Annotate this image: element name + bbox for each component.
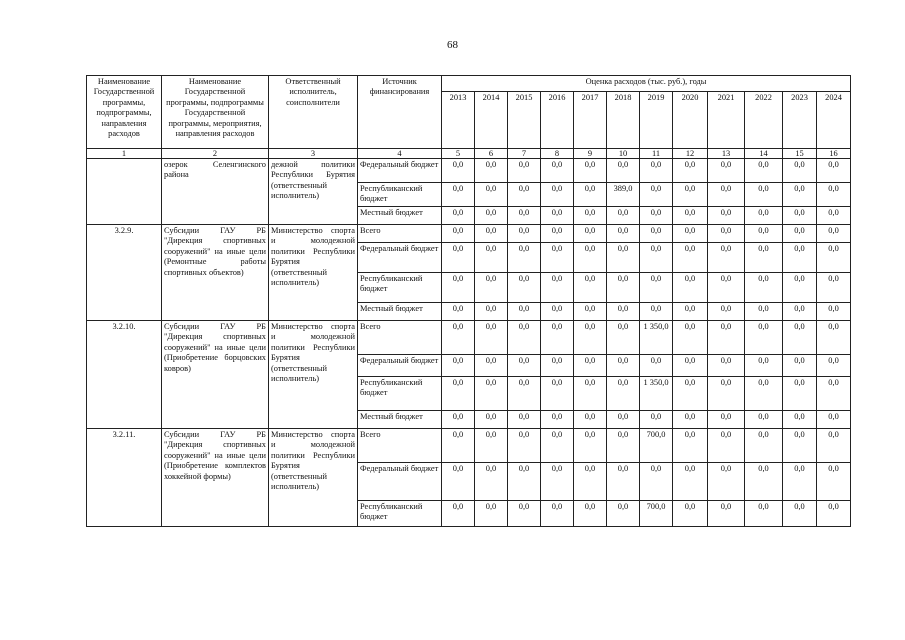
expense-value: 0,0	[673, 183, 708, 207]
expense-value: 0,0	[607, 273, 640, 303]
expense-value: 0,0	[708, 411, 745, 429]
expense-value: 0,0	[475, 207, 508, 225]
column-number: 1	[87, 149, 162, 159]
expense-value: 0,0	[783, 321, 817, 355]
expense-value: 0,0	[673, 303, 708, 321]
expense-value: 0,0	[508, 355, 541, 377]
header-year: 2016	[541, 92, 574, 149]
expense-value: 0,0	[673, 501, 708, 527]
expense-value: 0,0	[708, 463, 745, 501]
expense-value: 0,0	[508, 225, 541, 243]
header-year: 2021	[708, 92, 745, 149]
expense-value: 0,0	[745, 411, 783, 429]
expense-value: 0,0	[508, 321, 541, 355]
expense-value: 0,0	[541, 207, 574, 225]
expense-value: 0,0	[541, 273, 574, 303]
funding-source: Республиканский бюджет	[358, 377, 442, 411]
expense-value: 0,0	[673, 159, 708, 183]
expense-value: 0,0	[708, 501, 745, 527]
expense-value: 0,0	[508, 207, 541, 225]
funding-source: Республиканский бюджет	[358, 501, 442, 527]
expense-value: 0,0	[508, 429, 541, 463]
expense-value: 0,0	[673, 321, 708, 355]
expense-value: 0,0	[442, 463, 475, 501]
expense-value: 0,0	[541, 501, 574, 527]
expense-value: 0,0	[442, 321, 475, 355]
expense-value: 0,0	[640, 159, 673, 183]
expense-value: 0,0	[508, 303, 541, 321]
expense-value: 0,0	[783, 411, 817, 429]
header-year: 2018	[607, 92, 640, 149]
expense-value: 0,0	[541, 411, 574, 429]
table-row	[87, 321, 851, 355]
table-row	[87, 159, 851, 183]
expense-value: 0,0	[607, 207, 640, 225]
expense-value: 0,0	[574, 463, 607, 501]
expense-value: 0,0	[442, 243, 475, 273]
expense-value: 0,0	[673, 355, 708, 377]
header-executor: Ответственный исполнитель, соисполнители	[269, 76, 358, 149]
expense-value: 0,0	[783, 463, 817, 501]
expense-value: 0,0	[745, 355, 783, 377]
expense-value: 700,0	[640, 429, 673, 463]
expense-value: 0,0	[783, 377, 817, 411]
measure-executor: дежной политики Республики Бурятия (ответственный исполнитель)	[269, 159, 358, 225]
expense-value: 0,0	[475, 243, 508, 273]
expense-value: 0,0	[541, 429, 574, 463]
expense-value: 0,0	[708, 225, 745, 243]
expense-value: 0,0	[640, 411, 673, 429]
header-year: 2014	[475, 92, 508, 149]
expense-value: 0,0	[708, 429, 745, 463]
expense-value: 0,0	[475, 321, 508, 355]
expense-value: 0,0	[745, 225, 783, 243]
column-number: 10	[607, 149, 640, 159]
expense-value: 0,0	[475, 183, 508, 207]
expense-value: 0,0	[574, 303, 607, 321]
header-year: 2019	[640, 92, 673, 149]
expense-value: 0,0	[607, 303, 640, 321]
expense-value: 0,0	[442, 225, 475, 243]
column-number: 15	[783, 149, 817, 159]
header-year: 2024	[817, 92, 851, 149]
expense-value: 0,0	[783, 159, 817, 183]
expense-value: 0,0	[708, 273, 745, 303]
expense-value: 0,0	[817, 273, 851, 303]
expense-value: 0,0	[817, 225, 851, 243]
expense-value: 1 350,0	[640, 377, 673, 411]
column-number: 16	[817, 149, 851, 159]
expense-value: 0,0	[442, 377, 475, 411]
expense-value: 0,0	[745, 321, 783, 355]
measure-name: озерок Селенгинского района	[162, 159, 269, 225]
column-number: 4	[358, 149, 442, 159]
page-number: 68	[447, 39, 458, 51]
expense-value: 0,0	[817, 355, 851, 377]
expense-value: 0,0	[817, 501, 851, 527]
expense-value: 0,0	[508, 159, 541, 183]
expense-value: 0,0	[783, 355, 817, 377]
expense-value: 700,0	[640, 501, 673, 527]
expense-value: 0,0	[673, 377, 708, 411]
expense-value: 0,0	[745, 183, 783, 207]
expense-value: 0,0	[817, 243, 851, 273]
expense-value: 0,0	[508, 411, 541, 429]
expense-value: 0,0	[817, 159, 851, 183]
expense-value: 0,0	[508, 501, 541, 527]
expense-value: 0,0	[817, 183, 851, 207]
expense-value: 0,0	[574, 501, 607, 527]
column-number: 6	[475, 149, 508, 159]
measure-executor: Министерство спорта и молодежной политики Республики Бурятия (ответственный исполнитель)	[269, 321, 358, 429]
expense-value: 0,0	[607, 225, 640, 243]
header-program: Наименование Государственной программы, подпрограммы, направления расходов	[87, 76, 162, 149]
expense-value: 0,0	[817, 321, 851, 355]
expense-value: 0,0	[442, 207, 475, 225]
expense-value: 0,0	[745, 273, 783, 303]
expense-value: 0,0	[783, 207, 817, 225]
expense-value: 0,0	[574, 225, 607, 243]
measure-name: Субсидии ГАУ РБ "Дирекция спортивных сооружений" на иные цели (Приобретение комплектов хоккейной формы)	[162, 429, 269, 527]
expense-value: 0,0	[640, 225, 673, 243]
expense-value: 0,0	[708, 207, 745, 225]
expense-value: 0,0	[574, 377, 607, 411]
expense-value: 0,0	[607, 355, 640, 377]
measure-executor: Министерство спорта и молодежной политики Республики Бурятия (ответственный исполнитель)	[269, 429, 358, 527]
funding-source: Федеральный бюджет	[358, 243, 442, 273]
expense-value: 0,0	[508, 377, 541, 411]
funding-source: Республиканский бюджет	[358, 183, 442, 207]
expense-value: 0,0	[475, 225, 508, 243]
budget-table	[86, 75, 851, 527]
measure-code	[87, 159, 162, 225]
expense-value: 0,0	[640, 243, 673, 273]
header-source: Источник финансирования	[358, 76, 442, 149]
measure-code: 3.2.10.	[87, 321, 162, 429]
header-measure: Наименование Государственной программы, подпрограммы Государственной программы, мероприятия, направления расходов	[162, 76, 269, 149]
expense-value: 0,0	[574, 243, 607, 273]
expense-value: 0,0	[574, 411, 607, 429]
expense-value: 0,0	[475, 429, 508, 463]
expense-value: 0,0	[783, 273, 817, 303]
expense-value: 0,0	[640, 273, 673, 303]
expense-value: 0,0	[708, 321, 745, 355]
expense-value: 0,0	[673, 225, 708, 243]
expense-value: 0,0	[640, 355, 673, 377]
funding-source: Местный бюджет	[358, 207, 442, 225]
expense-value: 0,0	[708, 355, 745, 377]
expense-value: 0,0	[817, 207, 851, 225]
expense-value: 0,0	[673, 273, 708, 303]
expense-value: 0,0	[640, 183, 673, 207]
expense-value: 0,0	[783, 243, 817, 273]
measure-name: Субсидии ГАУ РБ "Дирекция спортивных сооружений" на иные цели (Ремонтные работы спортивных объектов)	[162, 225, 269, 321]
expense-value: 0,0	[708, 303, 745, 321]
expense-value: 0,0	[745, 501, 783, 527]
column-number: 5	[442, 149, 475, 159]
expense-value: 0,0	[673, 411, 708, 429]
expense-value: 0,0	[708, 243, 745, 273]
column-number: 8	[541, 149, 574, 159]
header-year: 2020	[673, 92, 708, 149]
table-row	[87, 429, 851, 463]
expense-value: 0,0	[508, 463, 541, 501]
expense-value: 0,0	[475, 355, 508, 377]
column-number: 9	[574, 149, 607, 159]
measure-executor: Министерство спорта и молодежной политики Республики Бурятия (ответственный исполнитель)	[269, 225, 358, 321]
expense-value: 0,0	[541, 355, 574, 377]
expense-value: 0,0	[708, 159, 745, 183]
expense-value: 0,0	[607, 501, 640, 527]
expense-value: 0,0	[475, 377, 508, 411]
expense-value: 0,0	[475, 159, 508, 183]
expense-value: 0,0	[640, 463, 673, 501]
funding-source: Всего	[358, 321, 442, 355]
expense-value: 0,0	[607, 411, 640, 429]
header-year: 2017	[574, 92, 607, 149]
expense-value: 0,0	[442, 429, 475, 463]
expense-value: 0,0	[817, 411, 851, 429]
expense-value: 0,0	[541, 321, 574, 355]
table-row	[87, 225, 851, 243]
expense-value: 0,0	[541, 183, 574, 207]
expense-value: 0,0	[475, 463, 508, 501]
expense-value: 0,0	[541, 303, 574, 321]
expense-value: 0,0	[541, 159, 574, 183]
expense-value: 0,0	[745, 159, 783, 183]
header-year: 2023	[783, 92, 817, 149]
funding-source: Местный бюджет	[358, 411, 442, 429]
expense-value: 0,0	[475, 303, 508, 321]
expense-value: 0,0	[475, 273, 508, 303]
column-number: 7	[508, 149, 541, 159]
expense-value: 0,0	[640, 207, 673, 225]
expense-value: 0,0	[817, 303, 851, 321]
expense-value: 0,0	[574, 321, 607, 355]
expense-value: 0,0	[607, 243, 640, 273]
expense-value: 0,0	[673, 429, 708, 463]
expense-value: 0,0	[783, 303, 817, 321]
expense-value: 0,0	[640, 303, 673, 321]
funding-source: Местный бюджет	[358, 303, 442, 321]
funding-source: Федеральный бюджет	[358, 355, 442, 377]
measure-code: 3.2.11.	[87, 429, 162, 527]
expense-value: 0,0	[475, 411, 508, 429]
column-number: 14	[745, 149, 783, 159]
expense-value: 0,0	[745, 207, 783, 225]
expense-value: 0,0	[745, 429, 783, 463]
expense-value: 0,0	[673, 463, 708, 501]
expense-value: 0,0	[607, 463, 640, 501]
measure-code: 3.2.9.	[87, 225, 162, 321]
expense-value: 0,0	[442, 183, 475, 207]
column-number: 3	[269, 149, 358, 159]
expense-value: 0,0	[442, 355, 475, 377]
expense-value: 1 350,0	[640, 321, 673, 355]
expense-value: 0,0	[817, 429, 851, 463]
expense-value: 0,0	[708, 377, 745, 411]
expense-value: 0,0	[783, 183, 817, 207]
funding-source: Республиканский бюджет	[358, 273, 442, 303]
expense-value: 0,0	[574, 273, 607, 303]
expense-value: 0,0	[673, 243, 708, 273]
header-year: 2015	[508, 92, 541, 149]
expense-value: 0,0	[783, 429, 817, 463]
expense-value: 0,0	[607, 377, 640, 411]
expense-value: 0,0	[708, 183, 745, 207]
expense-value: 0,0	[508, 183, 541, 207]
expense-value: 0,0	[508, 243, 541, 273]
expense-value: 389,0	[607, 183, 640, 207]
expense-value: 0,0	[574, 355, 607, 377]
expense-value: 0,0	[745, 377, 783, 411]
column-number: 12	[673, 149, 708, 159]
expense-value: 0,0	[442, 501, 475, 527]
expense-value: 0,0	[442, 273, 475, 303]
expense-value: 0,0	[475, 501, 508, 527]
expense-value: 0,0	[574, 183, 607, 207]
expense-value: 0,0	[607, 429, 640, 463]
funding-source: Всего	[358, 429, 442, 463]
header-year: 2022	[745, 92, 783, 149]
expense-value: 0,0	[607, 159, 640, 183]
expense-value: 0,0	[783, 501, 817, 527]
expense-value: 0,0	[745, 243, 783, 273]
expense-value: 0,0	[574, 429, 607, 463]
expense-value: 0,0	[541, 225, 574, 243]
funding-source: Федеральный бюджет	[358, 159, 442, 183]
expense-value: 0,0	[508, 273, 541, 303]
expense-value: 0,0	[541, 377, 574, 411]
expense-value: 0,0	[673, 207, 708, 225]
expense-value: 0,0	[607, 321, 640, 355]
header-year: 2013	[442, 92, 475, 149]
expense-value: 0,0	[442, 159, 475, 183]
column-number: 13	[708, 149, 745, 159]
expense-value: 0,0	[541, 463, 574, 501]
expense-value: 0,0	[442, 303, 475, 321]
expense-value: 0,0	[817, 463, 851, 501]
expense-value: 0,0	[541, 243, 574, 273]
expense-value: 0,0	[745, 463, 783, 501]
expense-value: 0,0	[817, 377, 851, 411]
expense-value: 0,0	[745, 303, 783, 321]
column-number: 11	[640, 149, 673, 159]
expense-value: 0,0	[574, 207, 607, 225]
funding-source: Всего	[358, 225, 442, 243]
expense-value: 0,0	[783, 225, 817, 243]
measure-name: Субсидии ГАУ РБ "Дирекция спортивных сооружений" на иные цели (Приобретение борцовских ковров)	[162, 321, 269, 429]
column-number: 2	[162, 149, 269, 159]
expense-value: 0,0	[574, 159, 607, 183]
expense-value: 0,0	[442, 411, 475, 429]
header-years-title: Оценка расходов (тыс. руб.), годы	[442, 76, 851, 92]
funding-source: Федеральный бюджет	[358, 463, 442, 501]
